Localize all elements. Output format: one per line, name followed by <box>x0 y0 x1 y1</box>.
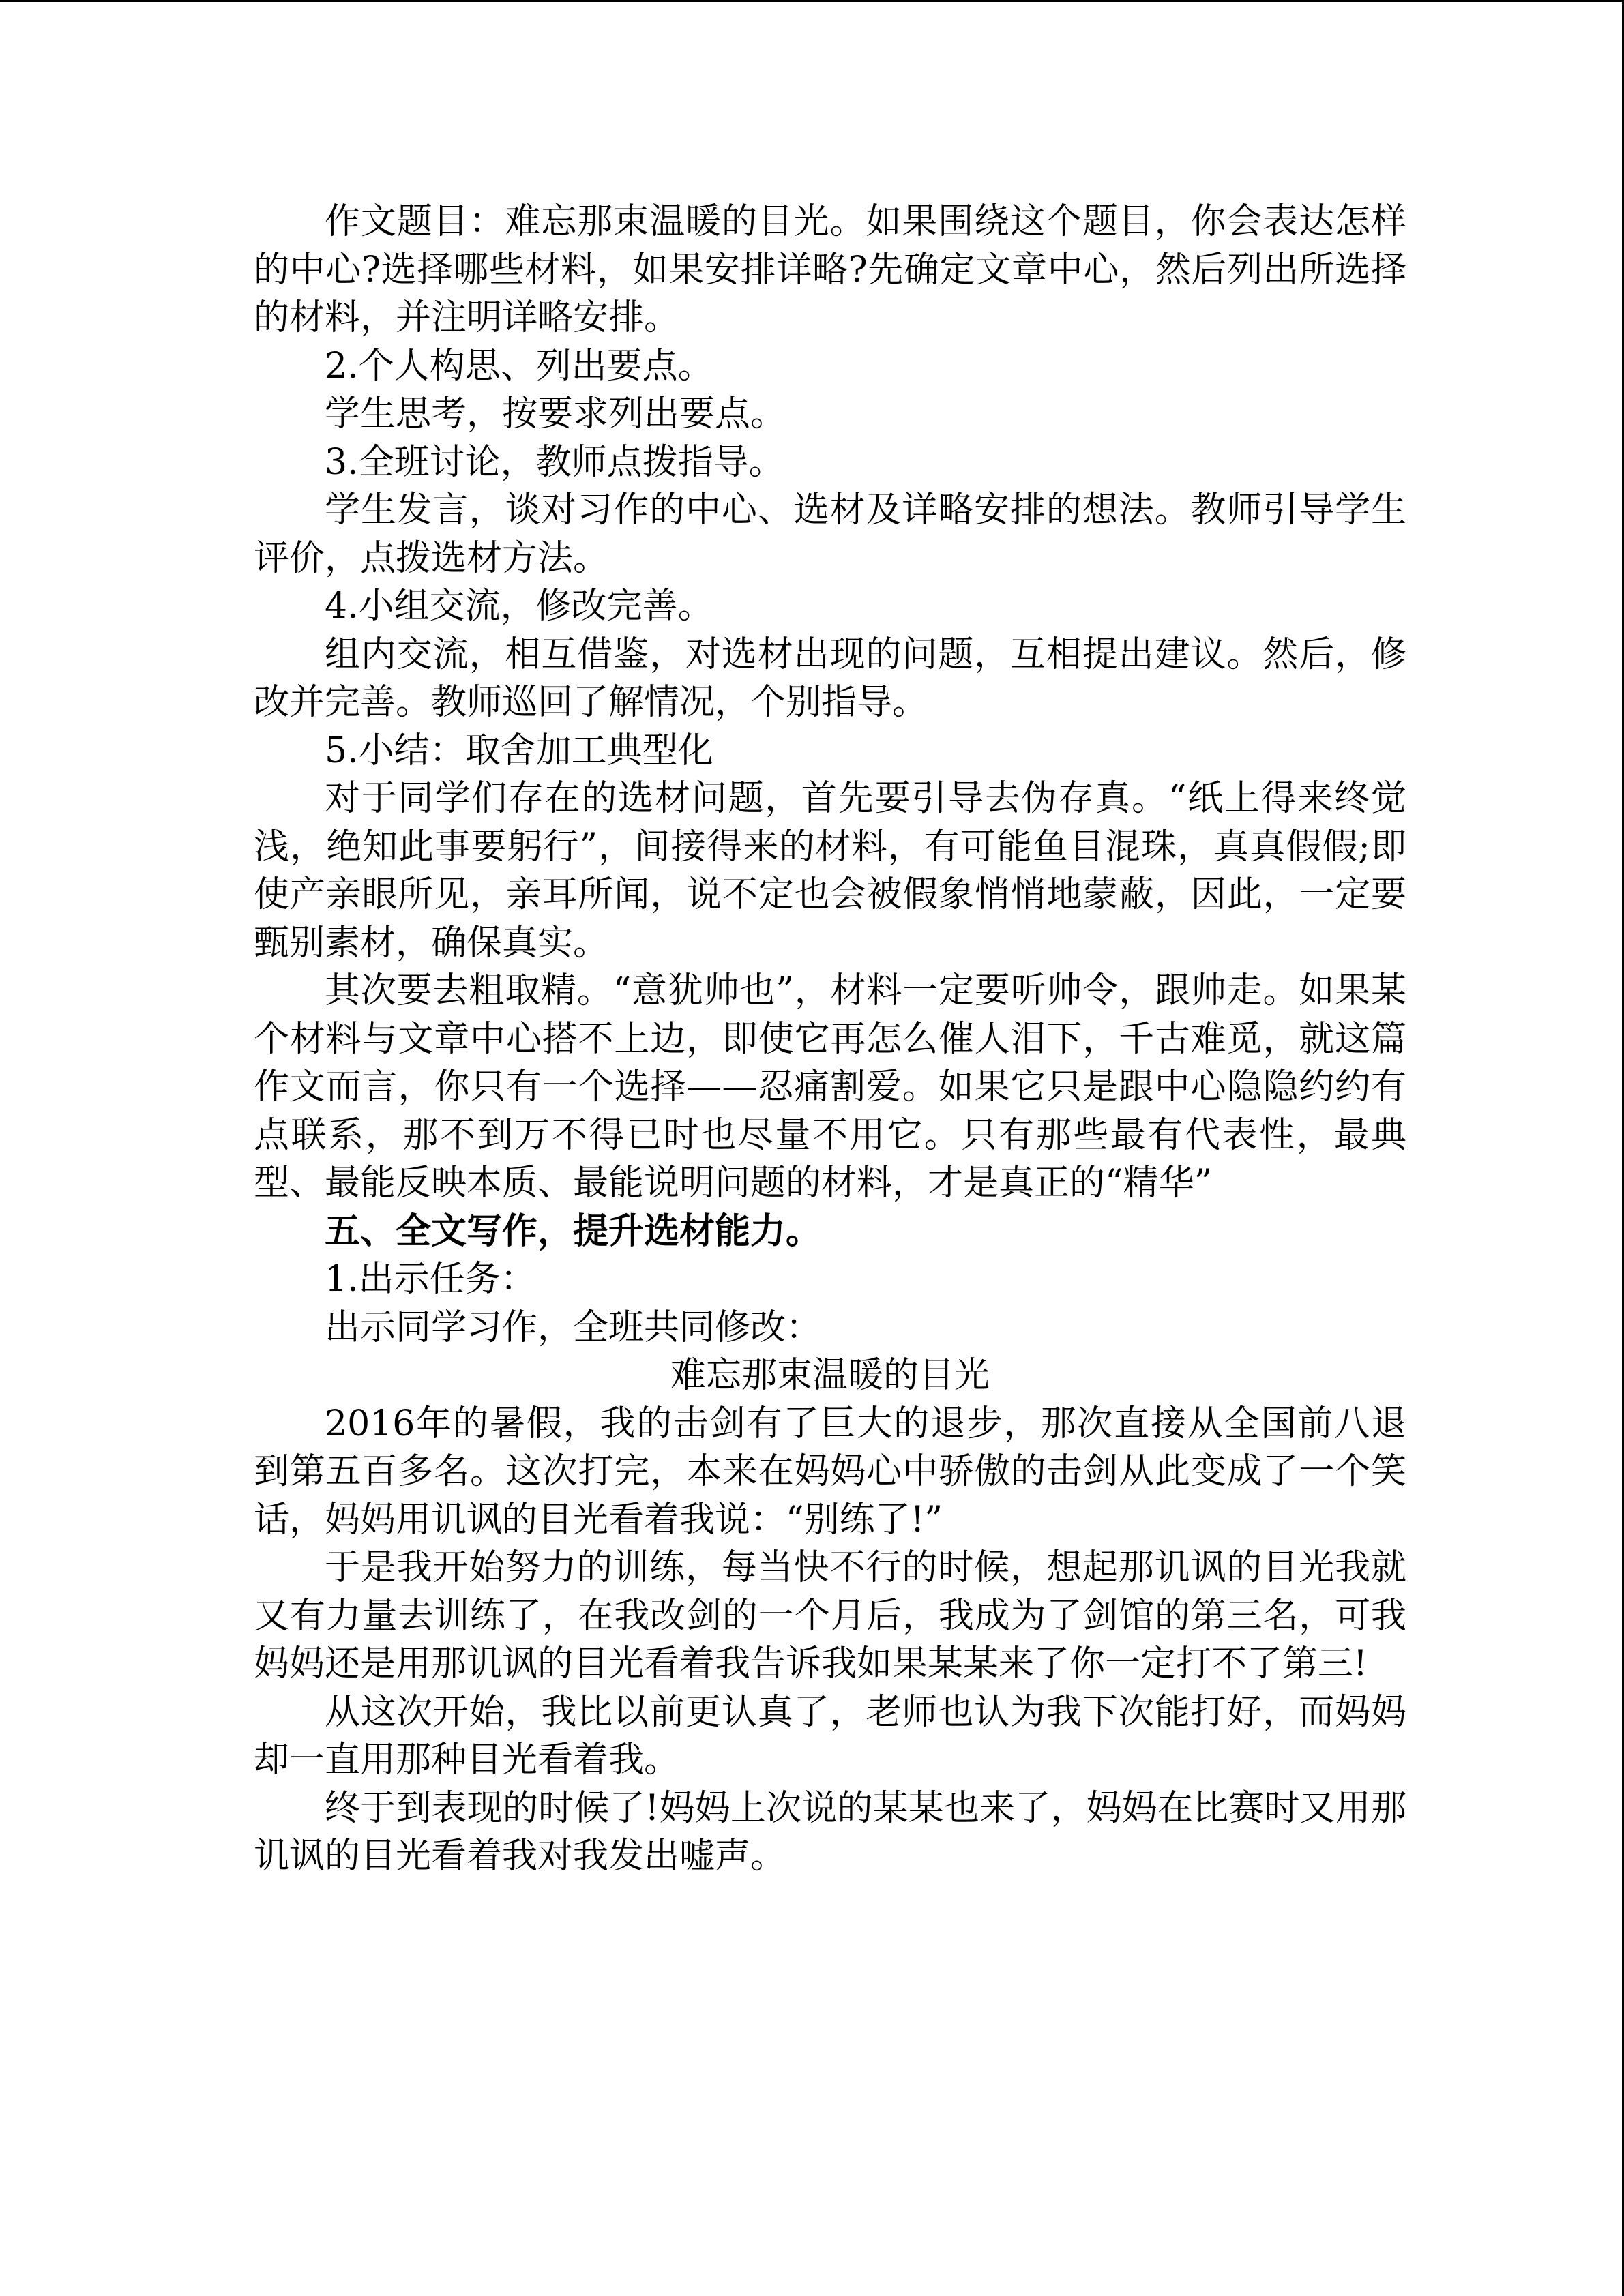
step-5-heading: 5.小结：取舍加工典型化 <box>325 730 713 771</box>
student-essay-paragraph-3: 从这次开始，我比以前更认真了，老师也认为我下次能打好，而妈妈却一直用那种目光看着我。 <box>254 1691 1406 1780</box>
step-2-body: 学生思考，按要求列出要点。 <box>325 393 786 434</box>
step-4-body: 组内交流，相互借鉴，对选材出现的问题，互相提出建议。然后，修改并完善。教师巡回了解情况，个别指导。 <box>254 633 1406 723</box>
page-top-border <box>0 0 1624 2</box>
step-3-body: 学生发言，谈对习作的中心、选材及详略安排的想法。教师引导学生评价，点拨选材方法。 <box>254 490 1406 579</box>
student-essay-paragraph-1: 2016年的暑假，我的击剑有了巨大的退步，那次直接从全国前八退到第五百多名。这次打完，本来在妈妈心中骄傲的击剑从此变成了一个笑话，妈妈用讥讽的目光看着我说：“别练了!” <box>254 1403 1406 1540</box>
step-4-heading: 4.小组交流，修改完善。 <box>325 586 713 627</box>
document-body <box>254 198 1406 1881</box>
task-1-heading: 1.出示任务： <box>325 1259 536 1300</box>
essay-prompt-paragraph: 作文题目：难忘那束温暖的目光。如果围绕这个题目，你会表达怎样的中心?选择哪些材料，如果安排详略?先确定文章中心，然后列出所选择的材料，并注明详略安排。 <box>254 201 1406 338</box>
step-5-body-2: 其次要去粗取精。“意犹帅也”，材料一定要听帅令，跟帅走。如果某个材料与文章中心搭不上边，即使它再怎么催人泪下，千古难觅，就这篇作文而言，你只有一个选择——忍痛割爱。如果它只是跟中心隐隐约约有点联系，那不到万不得已时也尽量不用它。只有那些最有代表性，最典型、最能反映本质、最能说明问题的材料，才是真正的“精华” <box>254 970 1406 1204</box>
step-3-heading: 3.全班讨论，教师点拨指导。 <box>325 441 784 483</box>
task-1-body: 出示同学习作，全班共同修改： <box>325 1307 822 1348</box>
section-5-heading: 五、全文写作，提升选材能力。 <box>325 1210 822 1252</box>
step-5-body-1: 对于同学们存在的选材问题，首先要引导去伪存真。“纸上得来终觉浅，绝知此事要躬行”，间接得来的材料，有可能鱼目混珠，真真假假;即使产亲眼所见，亲耳所闻，说不定也会被假象悄悄地蒙蔽，因此，一定要甄别素材，确保真实。 <box>254 778 1406 964</box>
student-essay-paragraph-4: 终于到表现的时候了!妈妈上次说的某某也来了，妈妈在比赛时又用那讥讽的目光看着我对我发出嘘声。 <box>254 1787 1406 1877</box>
student-essay-paragraph-2: 于是我开始努力的训练，每当快不行的时候，想起那讥讽的目光我就又有力量去训练了，在我改剑的一个月后，我成为了剑馆的第三名，可我妈妈还是用那讥讽的目光看着我告诉我如果某某来了你一定打不了第三! <box>254 1547 1406 1684</box>
step-2-heading: 2.个人构思、列出要点。 <box>325 345 713 387</box>
student-essay-title: 难忘那束温暖的目光 <box>670 1355 990 1396</box>
